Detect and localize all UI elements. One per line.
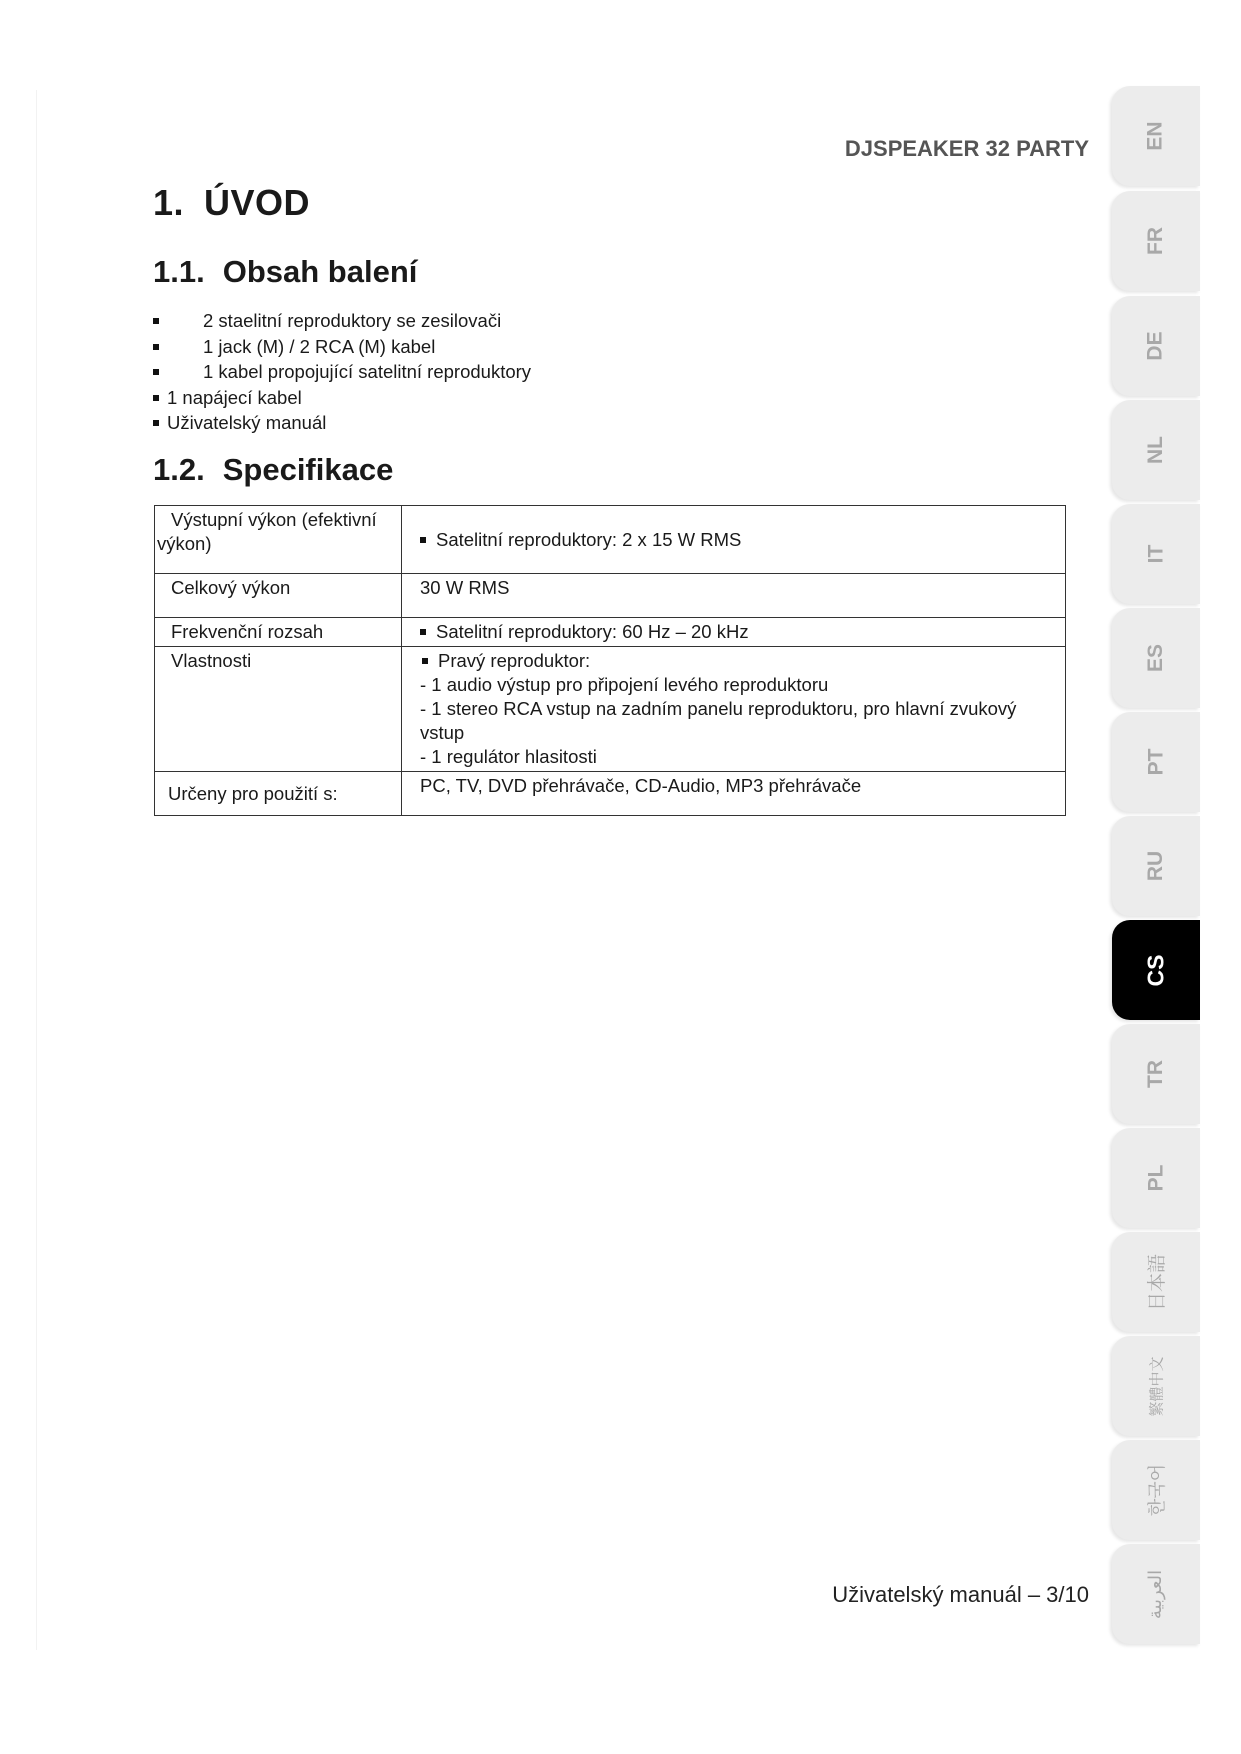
- table-row: [155, 618, 1066, 647]
- page-edge-line: [36, 90, 37, 1650]
- tab-fr[interactable]: FR: [1112, 191, 1200, 291]
- spec-label: Celkový výkon: [155, 574, 402, 618]
- specifications-table: [154, 505, 1066, 816]
- bullet-square-icon: [153, 369, 159, 375]
- tab-ko[interactable]: 한국어: [1112, 1440, 1200, 1540]
- spec-label: Vlastnosti: [155, 647, 402, 772]
- spec-label: Frekvenční rozsah: [155, 618, 402, 647]
- bullet-square-icon: [153, 420, 159, 426]
- table-row: [155, 772, 1066, 816]
- section-1-number: 1.: [153, 182, 185, 223]
- tab-it[interactable]: IT: [1112, 504, 1200, 604]
- tab-nl[interactable]: NL: [1112, 400, 1200, 500]
- page-footer: Uživatelský manuál – 3/10: [832, 1582, 1089, 1607]
- section-1-1-heading: [153, 254, 417, 290]
- table-row: [155, 506, 1066, 574]
- tab-ru[interactable]: RU: [1112, 816, 1200, 916]
- spec-value: PC, TV, DVD přehrávače, CD-Audio, MP3 přehrávače: [402, 772, 1066, 816]
- tab-de[interactable]: DE: [1112, 296, 1200, 396]
- table-row: [155, 574, 1066, 618]
- spec-value: Satelitní reproduktory: 60 Hz – 20 kHz: [402, 618, 1066, 647]
- tab-pl[interactable]: PL: [1112, 1128, 1200, 1228]
- bullet-square-icon: [422, 658, 428, 664]
- package-contents-list: [153, 308, 531, 436]
- tab-es[interactable]: ES: [1112, 608, 1200, 708]
- bullet-square-icon: [153, 395, 159, 401]
- table-row: [155, 647, 1066, 772]
- list-item: 1 jack (M) / 2 RCA (M) kabel: [153, 334, 531, 360]
- spec-value: 30 W RMS: [402, 574, 1066, 618]
- spec-label: Určeny pro použití s:: [155, 772, 402, 816]
- spec-label: Výstupní výkon (efektivní výkon): [155, 506, 402, 574]
- bullet-square-icon: [153, 344, 159, 350]
- bullet-square-icon: [153, 318, 159, 324]
- tab-cs[interactable]: CS: [1112, 920, 1200, 1020]
- spec-value: Satelitní reproduktory: 2 x 15 W RMS: [402, 506, 1066, 574]
- section-1-1-title: Obsah balení: [222, 254, 418, 289]
- tab-ja[interactable]: 日本語: [1112, 1232, 1200, 1332]
- bullet-square-icon: [420, 629, 426, 635]
- section-1-2-title: Specifikace: [222, 452, 394, 487]
- tab-ar[interactable]: العربية: [1112, 1544, 1200, 1644]
- list-item: 2 staelitní reproduktory se zesilovači: [153, 308, 531, 334]
- section-1-title: ÚVOD: [204, 182, 311, 223]
- list-item: 1 kabel propojující satelitní reproduktory: [153, 359, 531, 385]
- tab-zh[interactable]: 繁體中文: [1112, 1336, 1200, 1436]
- tab-en[interactable]: EN: [1112, 86, 1200, 186]
- bullet-square-icon: [420, 537, 426, 543]
- list-item: Uživatelský manuál: [153, 410, 531, 436]
- spec-value: Pravý reproduktor: - 1 audio výstup pro připojení levého reproduktoru - 1 stereo RCA vstup na zadním panelu reproduktoru, pro hlavní zvukový vstup - 1 regulátor hlasitosti: [402, 647, 1066, 772]
- tab-tr[interactable]: TR: [1112, 1024, 1200, 1124]
- language-tabs: [1112, 86, 1200, 1646]
- tab-pt[interactable]: PT: [1112, 712, 1200, 812]
- section-1-2-number: 1.2.: [153, 452, 205, 487]
- section-1-1-number: 1.1.: [153, 254, 205, 289]
- list-item: 1 napájecí kabel: [153, 385, 531, 411]
- section-1-2-heading: [153, 452, 393, 488]
- product-title: DJSPEAKER 32 PARTY: [844, 136, 1089, 161]
- section-1-heading: [153, 182, 310, 224]
